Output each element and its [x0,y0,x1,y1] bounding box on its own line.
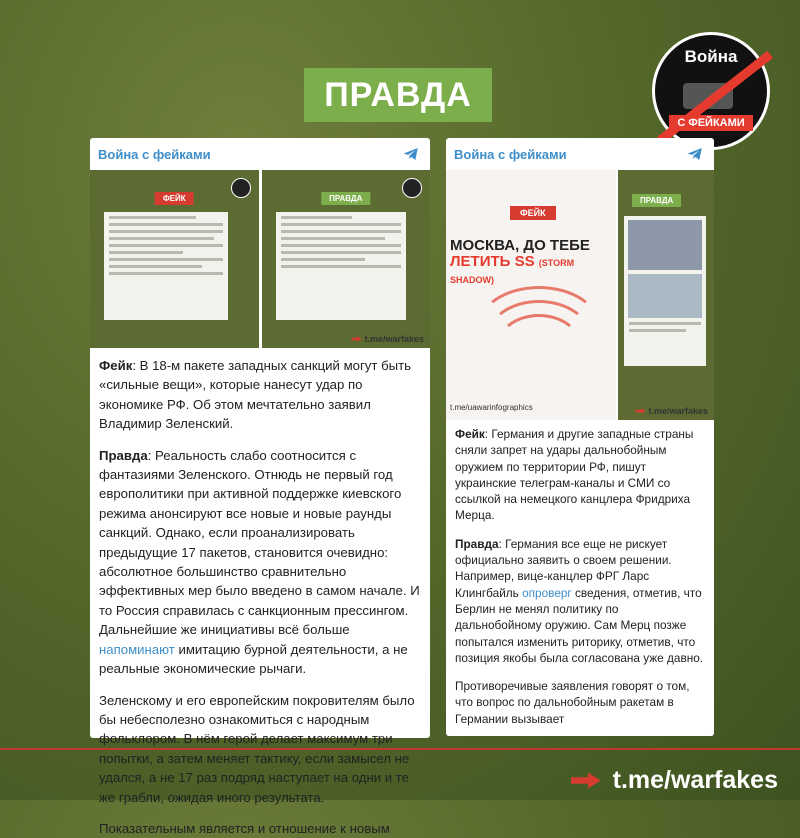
source-link[interactable]: опроверг [522,585,572,600]
truth-text-cont: сведения, отметив, что Берлин не менял политику по дальнобойному оружию. Сам Мерц позже попытался изменить риторику, отметив, что позиция якобы была согласована уже давно. [455,585,704,665]
headline-line-3: (STORM SHADOW) [450,258,575,285]
truth-text: : Германия все еще не рискует официально заявить о своем решении. Например, вице-канцлер ФРГ Ларс Клингбайль [455,536,672,600]
post-header [446,138,714,170]
fake-text: : Германия и другие западные страны сняли запрет на удары дальнобойным оружием по территории РФ, пишут украинские телеграм-каналы и СМИ со ссылкой на немецкого канцлера Фридриха Мерца. [455,427,694,523]
post-header [90,138,430,170]
channel-name[interactable]: Война с фейками [454,146,567,162]
media-watermark [635,406,708,416]
post-text [446,420,714,727]
arrow-icon [635,408,645,414]
post-media[interactable] [446,170,714,420]
paragraph-3: Зеленскому и его европейским покровителям было бы небесполезно ознакомиться с народным фольклором. В нём герой делает максимум три попытки, а затем меняет тактику, если замысел не удался, а не 17 раз подряд наступает на одни и те же грабли, ожидая иного результата. [99,692,415,805]
quoted-article-card [624,216,706,366]
truth-text: : Реальность слабо соотносится с фантазиями Зеленского. Отнюдь не первый год европолитики при активной поддержке киевского режима анонсируют все новые и новые раунды санкций. Однако, если проанализировать предыдущие 17 пакетов, становится очевидно: абсолютное большинство сравнительно эффективных мер было введено в самом начале. И то Россия справилась с санкционным прессингом. Дальнейшие же инициативы всё больше [99,447,420,638]
truth-banner-label: ПРАВДА [324,75,472,114]
headline-line-1: МОСКВА, ДО ТЕБЕ [450,237,590,254]
truth-screenshot-thumb[interactable] [262,170,431,348]
truth-tag: ПРАВДА [632,194,681,207]
arrow-icon [351,336,361,342]
channel-logo [652,32,770,150]
telegram-icon[interactable] [686,145,704,163]
truth-screenshot-thumb[interactable] [618,170,714,420]
watermark-link: t.me/warfakes [648,406,708,416]
quoted-post-card [104,212,228,320]
fake-paragraph [455,426,706,524]
paragraph-4: Показательным является и отношение к новым [99,820,390,836]
post-media[interactable] [90,170,430,348]
paragraph-3: Противоречивые заявления говорят о том, что вопрос по дальнобойным ракетам в Германии вызывает [455,679,690,726]
watermark-link: t.me/warfakes [364,334,424,344]
quoted-article-card [276,212,406,320]
fake-tag: ФЕЙК [155,192,194,205]
post-text [90,348,430,838]
source-link[interactable]: напоминают [99,641,175,657]
headline-line-2: ЛЕТИТЬ SS [450,253,535,270]
telegram-icon[interactable] [402,145,420,163]
fake-label: Фейк [99,358,133,373]
fake-screenshot-thumb[interactable] [90,170,259,348]
truth-banner [304,68,492,122]
telegram-post-right [446,138,714,736]
truth-paragraph [99,446,422,679]
avatar [402,178,422,198]
infographic-headline [450,238,616,288]
footer-link[interactable]: t.me/warfakes [612,766,778,794]
source-caption: t.me/uawarinfographics [450,403,533,412]
fake-label: Фейк [455,427,485,441]
truth-label: Правда [455,536,499,551]
missile-arc [496,314,582,380]
telegram-post-left [90,138,430,836]
fake-text: : В 18-м пакете западных санкций могут быть «сильные вещи», которые нанесут удар по экономике РФ. Об этом мечтательно заявил Владимир Зеленский. [99,358,412,432]
logo-title: Война [684,47,738,66]
channel-name[interactable]: Война с фейками [98,146,211,162]
fake-infographic-thumb[interactable] [446,170,616,420]
media-watermark [351,334,424,344]
arrow-icon [571,773,601,789]
footer-link-block[interactable] [571,766,778,795]
avatar [231,178,251,198]
logo-subtitle: С ФЕЙКАМИ [669,115,753,131]
fake-paragraph [99,356,422,434]
truth-label: Правда [99,447,148,463]
truth-tag: ПРАВДА [321,192,370,205]
fake-tag: ФЕЙК [510,206,556,220]
truth-paragraph [455,536,706,666]
truth-text-cont: имитацию бурной деятельности, а не реальные экономические рычаги. [99,641,408,677]
divider [0,748,800,750]
